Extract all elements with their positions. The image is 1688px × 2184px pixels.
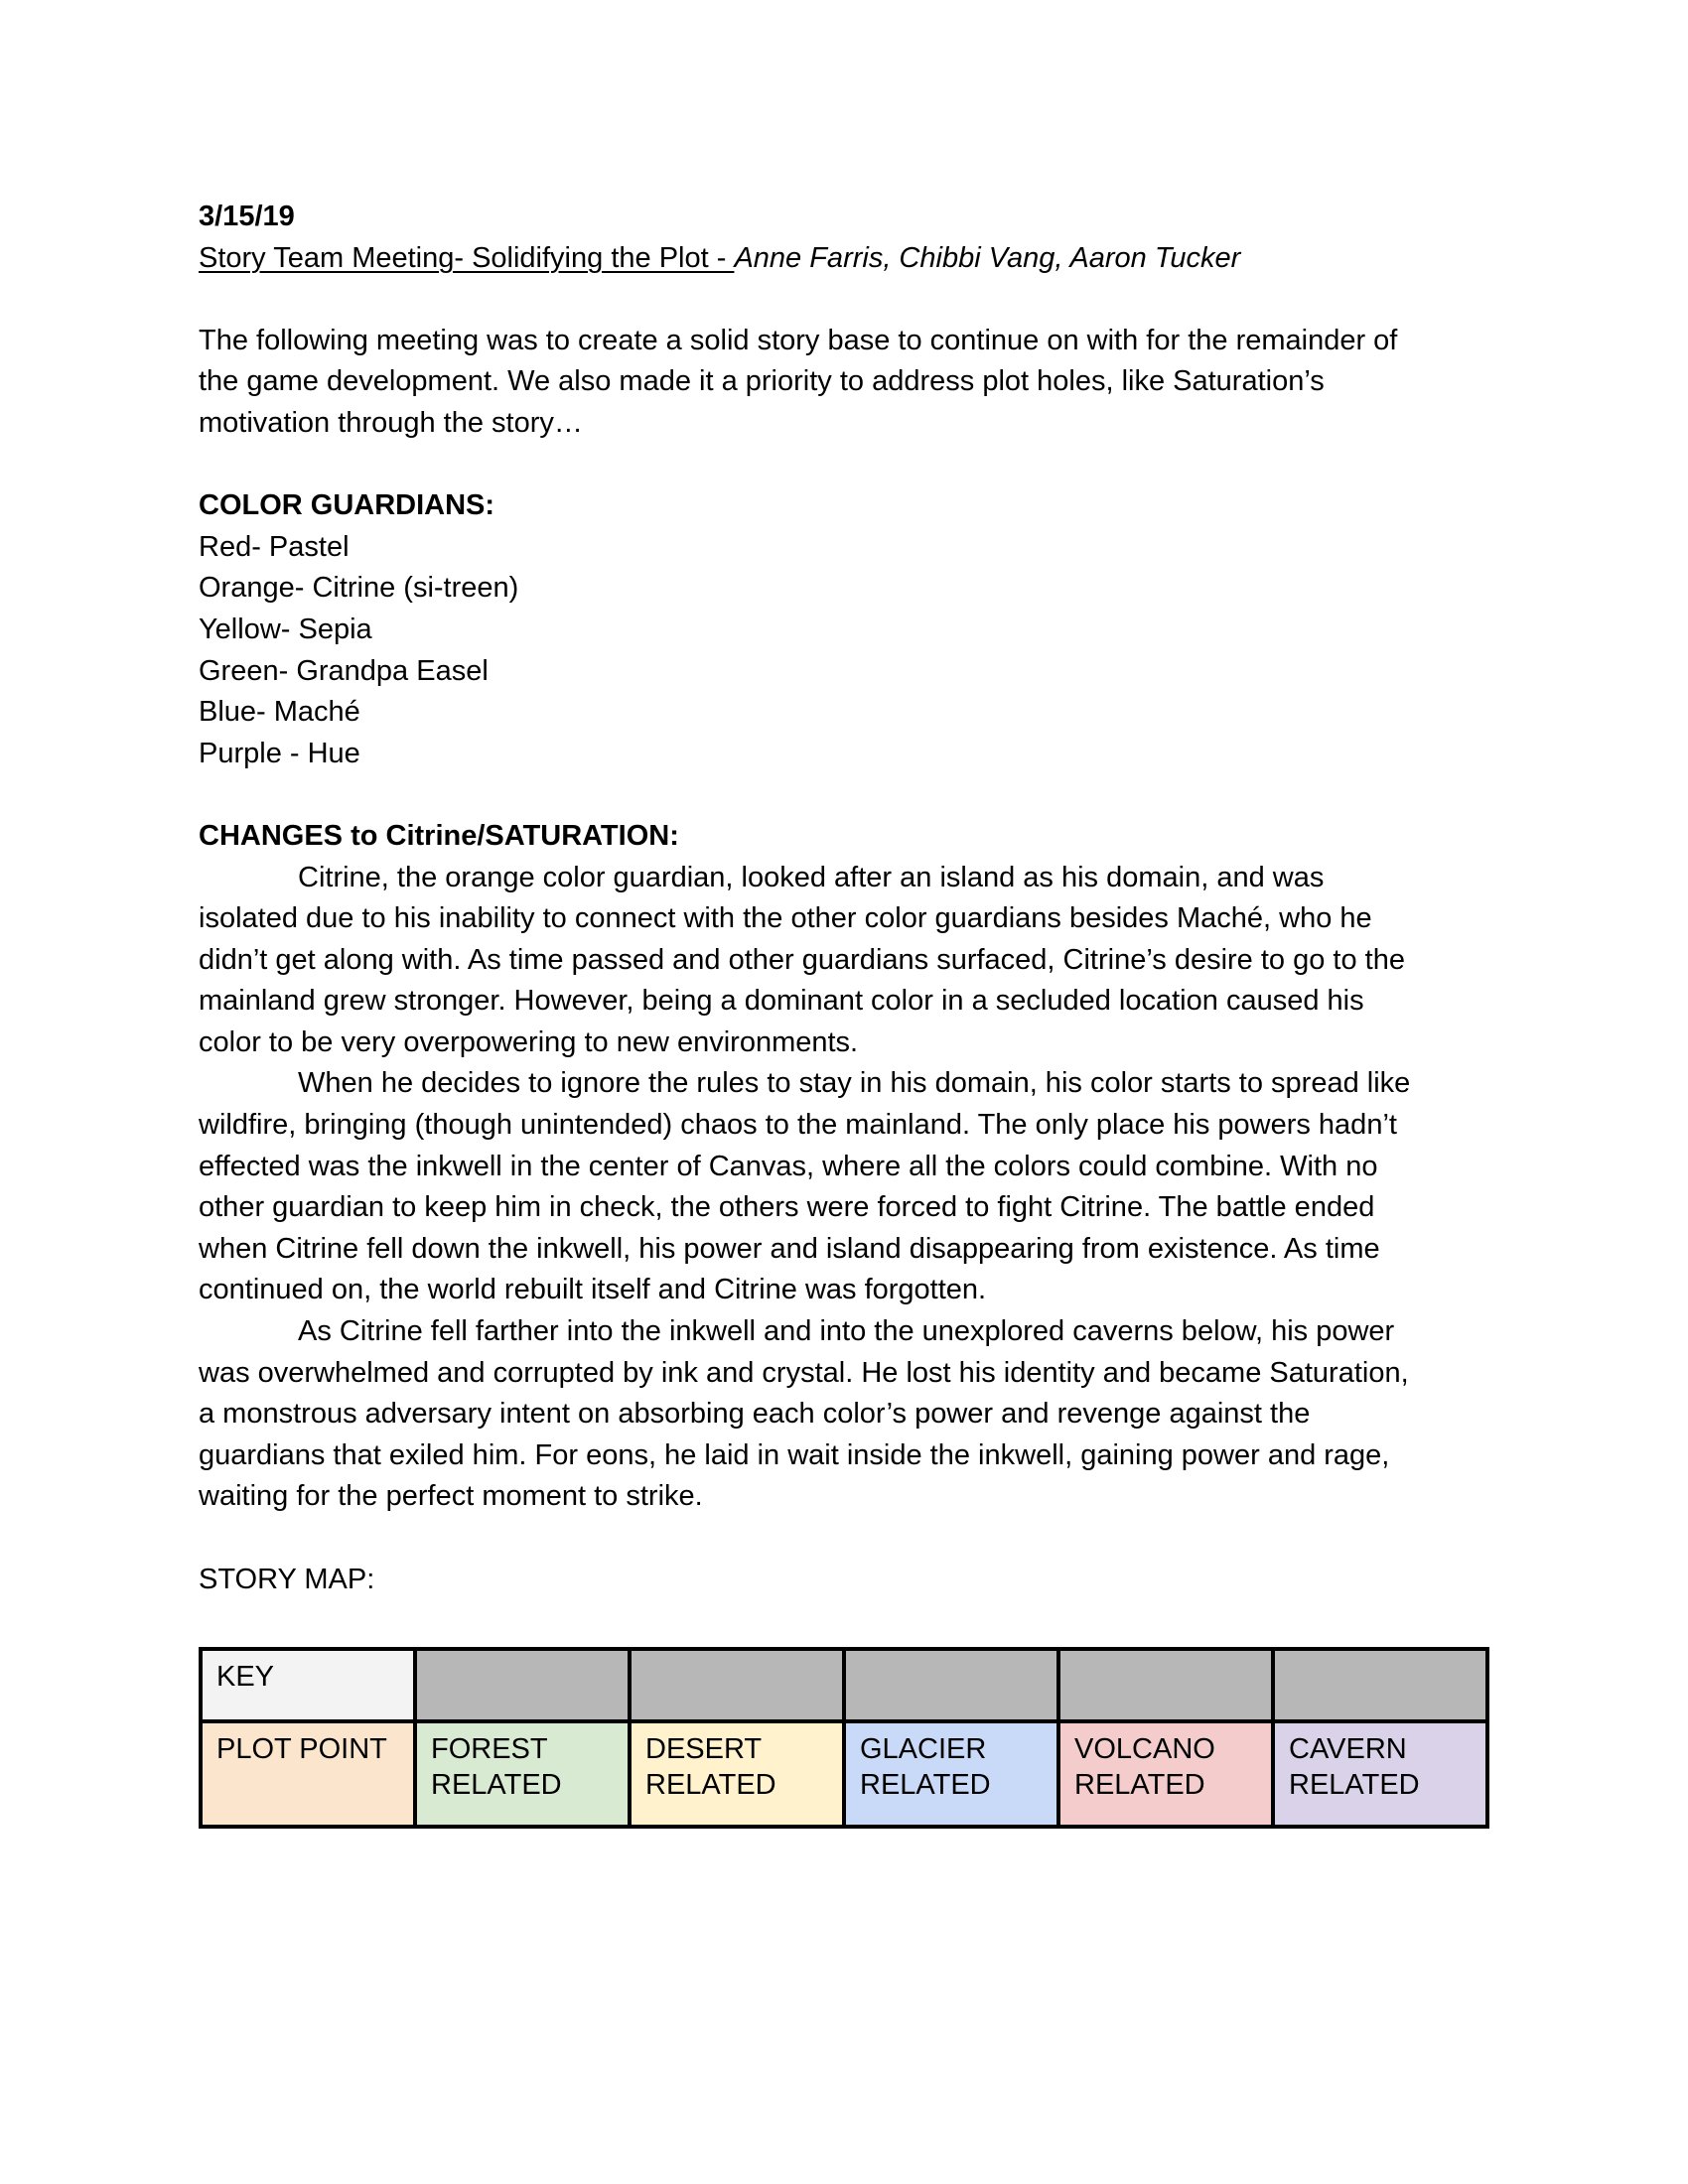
spacer (199, 445, 1489, 486)
intro-line: the game development. We also made it a priority to address plot holes, like Saturation’s (199, 365, 1325, 398)
legend-label: RELATED (1289, 1769, 1420, 1801)
spacer (199, 1518, 1489, 1560)
legend-cavern (1273, 1721, 1487, 1827)
paragraph-line: waiting for the perfect moment to strike. (199, 1480, 703, 1513)
changes-paragraph-3 (199, 1311, 1489, 1518)
paragraph-line: was overwhelmed and corrupted by ink and crystal. He lost his identity and became Saturation, (199, 1356, 1409, 1389)
legend-forest (415, 1721, 630, 1827)
paragraph-line: other guardian to keep him in check, the others were forced to fight Citrine. The battle ended (199, 1191, 1375, 1224)
meeting-title: Story Team Meeting- Solidifying the Plot - (199, 241, 735, 274)
intro-paragraph (199, 321, 1489, 445)
meeting-date: 3/15/19 (199, 201, 295, 232)
legend-glacier (844, 1721, 1058, 1827)
guardian-item-red: Red- Pastel (199, 530, 350, 563)
legend-desert (630, 1721, 844, 1827)
legend-label: CAVERN (1289, 1733, 1407, 1765)
legend-label: VOLCANO (1074, 1733, 1215, 1765)
paragraph-line: continued on, the world rebuilt itself and Citrine was forgotten. (199, 1274, 987, 1306)
guardian-item-blue: Blue- Maché (199, 696, 360, 729)
key-header-cell (415, 1649, 630, 1721)
legend-label: PLOT POINT (216, 1733, 387, 1765)
paragraph-line: wildfire, bringing (though unintended) chaos to the mainland. The only place his powers hadn’t (199, 1109, 1397, 1142)
legend-label: RELATED (860, 1769, 991, 1801)
paragraph-line: Citrine, the orange color guardian, looked after an island as his domain, and was (298, 861, 1325, 893)
guardian-item-orange: Orange- Citrine (si-treen) (199, 572, 519, 605)
paragraph-line: mainland grew stronger. However, being a dominant color in a secluded location caused his (199, 985, 1364, 1018)
legend-volcano (1058, 1721, 1273, 1827)
legend-label: RELATED (645, 1769, 776, 1801)
paragraph-line: color to be very overpowering to new environments. (199, 1025, 859, 1058)
key-header-cell (1058, 1649, 1273, 1721)
changes-heading: CHANGES to Citrine/SATURATION: (199, 819, 679, 852)
key-row (201, 1649, 1487, 1721)
guardian-item-green: Green- Grandpa Easel (199, 654, 489, 687)
key-header-cell (1273, 1649, 1487, 1721)
legend-label: GLACIER (860, 1733, 987, 1765)
changes-paragraph-1 (199, 858, 1489, 1064)
spacer (199, 774, 1489, 816)
intro-line: motivation through the story… (199, 406, 583, 439)
key-header-cell (844, 1649, 1058, 1721)
key-cell: KEY (201, 1649, 415, 1721)
story-map-label: STORY MAP: (199, 1563, 375, 1595)
legend-plot-point (201, 1721, 415, 1827)
paragraph-line: effected was the inkwell in the center of Canvas, where all the colors could combine. With no (199, 1150, 1378, 1182)
paragraph-line: When he decides to ignore the rules to stay in his domain, his color starts to spread like (298, 1067, 1411, 1100)
story-map-table (199, 1647, 1489, 1829)
legend-label: RELATED (431, 1769, 562, 1801)
guardian-item-yellow: Yellow- Sepia (199, 613, 372, 645)
meeting-attendees: Anne Farris, Chibbi Vang, Aaron Tucker (734, 241, 1241, 274)
meeting-title-line (199, 238, 1489, 280)
paragraph-line: didn’t get along with. As time passed and other guardians surfaced, Citrine’s desire to go to the (199, 943, 1405, 976)
legend-label: DESERT (645, 1733, 763, 1765)
paragraph-line: isolated due to his inability to connect with the other color guardians besides Maché, who he (199, 902, 1372, 935)
intro-line: The following meeting was to create a solid story base to continue on with for the remainder of (199, 324, 1398, 356)
paragraph-line: a monstrous adversary intent on absorbing each color’s power and revenge against the (199, 1398, 1311, 1431)
document-page (199, 197, 1489, 1600)
guardian-item-purple: Purple - Hue (199, 737, 360, 769)
spacer (199, 279, 1489, 321)
paragraph-line: when Citrine fell down the inkwell, his power and island disappearing from existence. As time (199, 1232, 1380, 1265)
legend-row (201, 1721, 1487, 1827)
color-guardians-list (199, 527, 1489, 775)
legend-label: FOREST (431, 1733, 548, 1765)
paragraph-line: As Citrine fell farther into the inkwell and into the unexplored caverns below, his power (298, 1315, 1395, 1348)
key-header-cell (630, 1649, 844, 1721)
color-guardians-heading: COLOR GUARDIANS: (199, 489, 495, 522)
paragraph-line: guardians that exiled him. For eons, he laid in wait inside the inkwell, gaining power and rage, (199, 1438, 1390, 1471)
legend-label: RELATED (1074, 1769, 1205, 1801)
changes-paragraph-2 (199, 1063, 1489, 1311)
